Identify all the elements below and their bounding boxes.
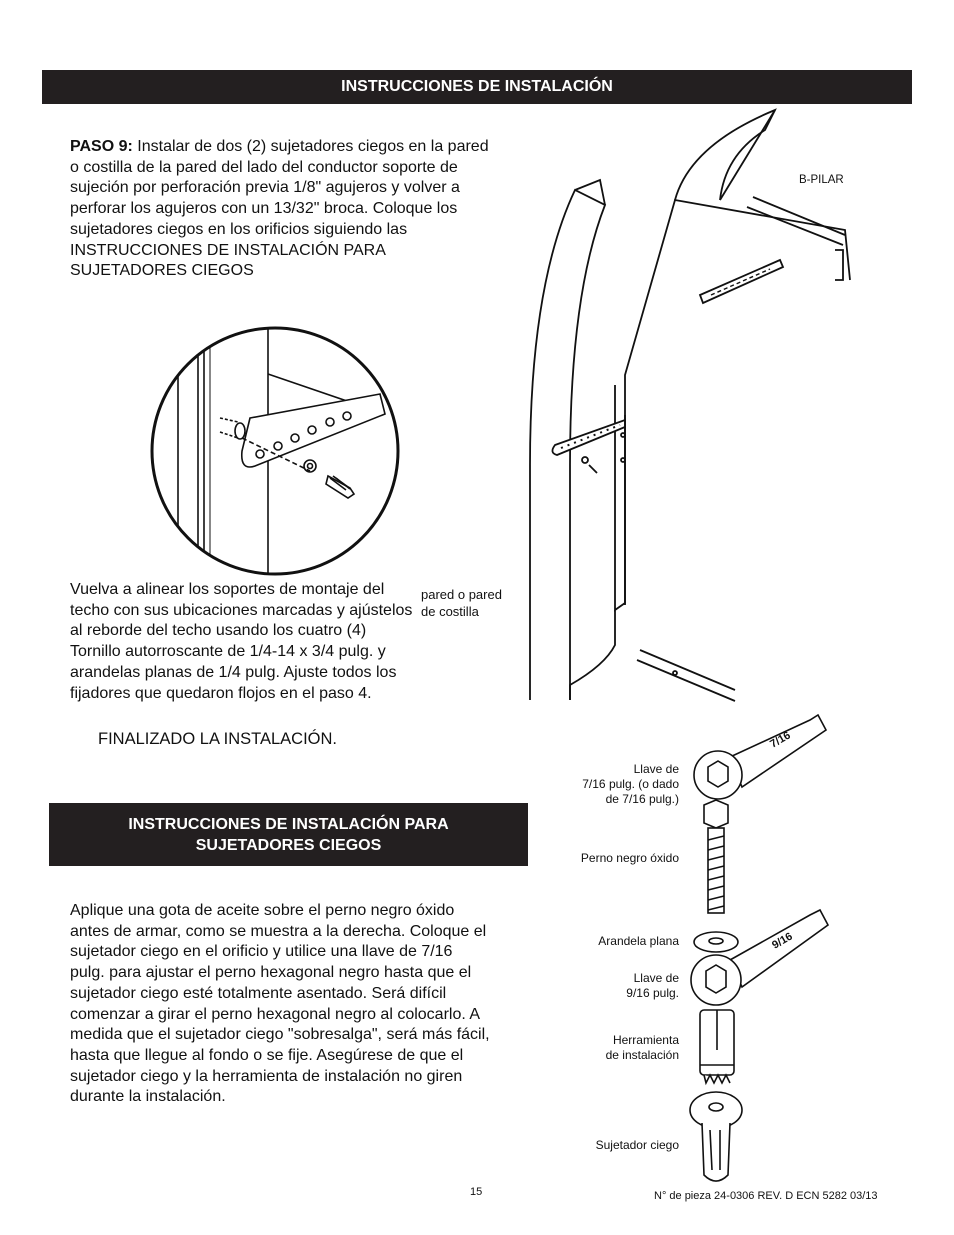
- wrench-916-label: [540, 971, 679, 1001]
- blind-fastener-text: Aplique una gota de aceite sobre el perno negro óxido antes de armar, como se muestra a la derecha. Coloque el sujetador ciego en el orificio y utilice una llave de 7/16 pulg. para ajustar el perno hexagonal negro hasta que el sujetador ciego esté totalmente asentado. Será difícil comenzar a girar el perno hexagonal negro al colocarlo. A medida que el sujetador ciego "sobresalga", será más fácil, hasta que llegue al fondo o se fije. Asegúrese de que el sujetador ciego y la herramienta de instalación no giren durante la instalación.: [70, 902, 490, 1106]
- step-9-body: Instalar de dos (2) sujetadores ciegos en la pared o costilla de la pared del lado del conductor soporte de sujeción por perforación previa 1/8" agujeros y volver a perforar los agujeros con un 13/32" broca. Coloque los sujetadores ciegos en los orificios siguiendo las INSTRUCCIONES DE INSTALACIÓN PARA SUJETADORES CIEGOS: [70, 138, 489, 280]
- install-tool-label: [540, 1033, 679, 1063]
- vehicle-pillar-illustration: [525, 105, 855, 705]
- section-header: INSTRUCCIONES DE INSTALACIÓN: [42, 70, 912, 104]
- wall-label-line2: de costilla: [421, 604, 479, 619]
- wrench-716-label: [540, 762, 679, 807]
- bolt-label: Perno negro óxido: [580, 851, 679, 865]
- wrench-716-marking: 7/16: [768, 729, 793, 751]
- blind-fastener-title-line2: SUJETADORES CIEGOS: [195, 836, 382, 854]
- install-tool-label-l1: Herramienta: [612, 1033, 679, 1047]
- blind-fastener-header: [49, 803, 528, 866]
- install-tool-label-l2: de instalación: [605, 1048, 679, 1062]
- finished-text: FINALIZADO LA INSTALACIÓN.: [98, 730, 338, 748]
- wrench-716-label-l1: Llave de: [633, 762, 679, 776]
- part-number: N° de pieza 24-0306 REV. D ECN 5282 03/13: [654, 1190, 878, 1202]
- wrench-716-label-l2: 7/16 pulg. (o dado: [582, 777, 679, 791]
- blind-fastener-title-line1: INSTRUCCIONES DE INSTALACIÓN PARA: [128, 815, 449, 833]
- blind-fastener-label: Sujetador ciego: [595, 1138, 679, 1152]
- wrench-916-label-l2: 9/16 pulg.: [626, 986, 679, 1000]
- washer-label: Arandela plana: [598, 934, 679, 948]
- wrench-916-label-l1: Llave de: [633, 971, 679, 985]
- step-9-text: [70, 137, 500, 282]
- bracket-detail-illustration: [150, 326, 400, 576]
- page-number: 15: [470, 1186, 483, 1198]
- b-pillar-label: B-PILAR: [799, 174, 844, 186]
- wrench-916-marking: 9/16: [770, 930, 795, 952]
- wrench-716-label-l3: de 7/16 pulg.): [605, 792, 679, 806]
- wall-label-line1: pared o pared: [421, 587, 502, 602]
- step-9-label: PASO 9:: [70, 138, 133, 155]
- blind-fastener-parts-illustration: [680, 705, 840, 1185]
- realign-text: Vuelva a alinear los soportes de montaje del techo con sus ubicaciones marcadas y ajústelos al reborde del techo usando los cuatro (4) Tornillo autorroscante de 1/4-14 x 3/4 pulg. y arandelas planas de 1/4 pulg. Ajuste todos los fijadores que quedaron flojos en el paso 4.: [70, 581, 413, 702]
